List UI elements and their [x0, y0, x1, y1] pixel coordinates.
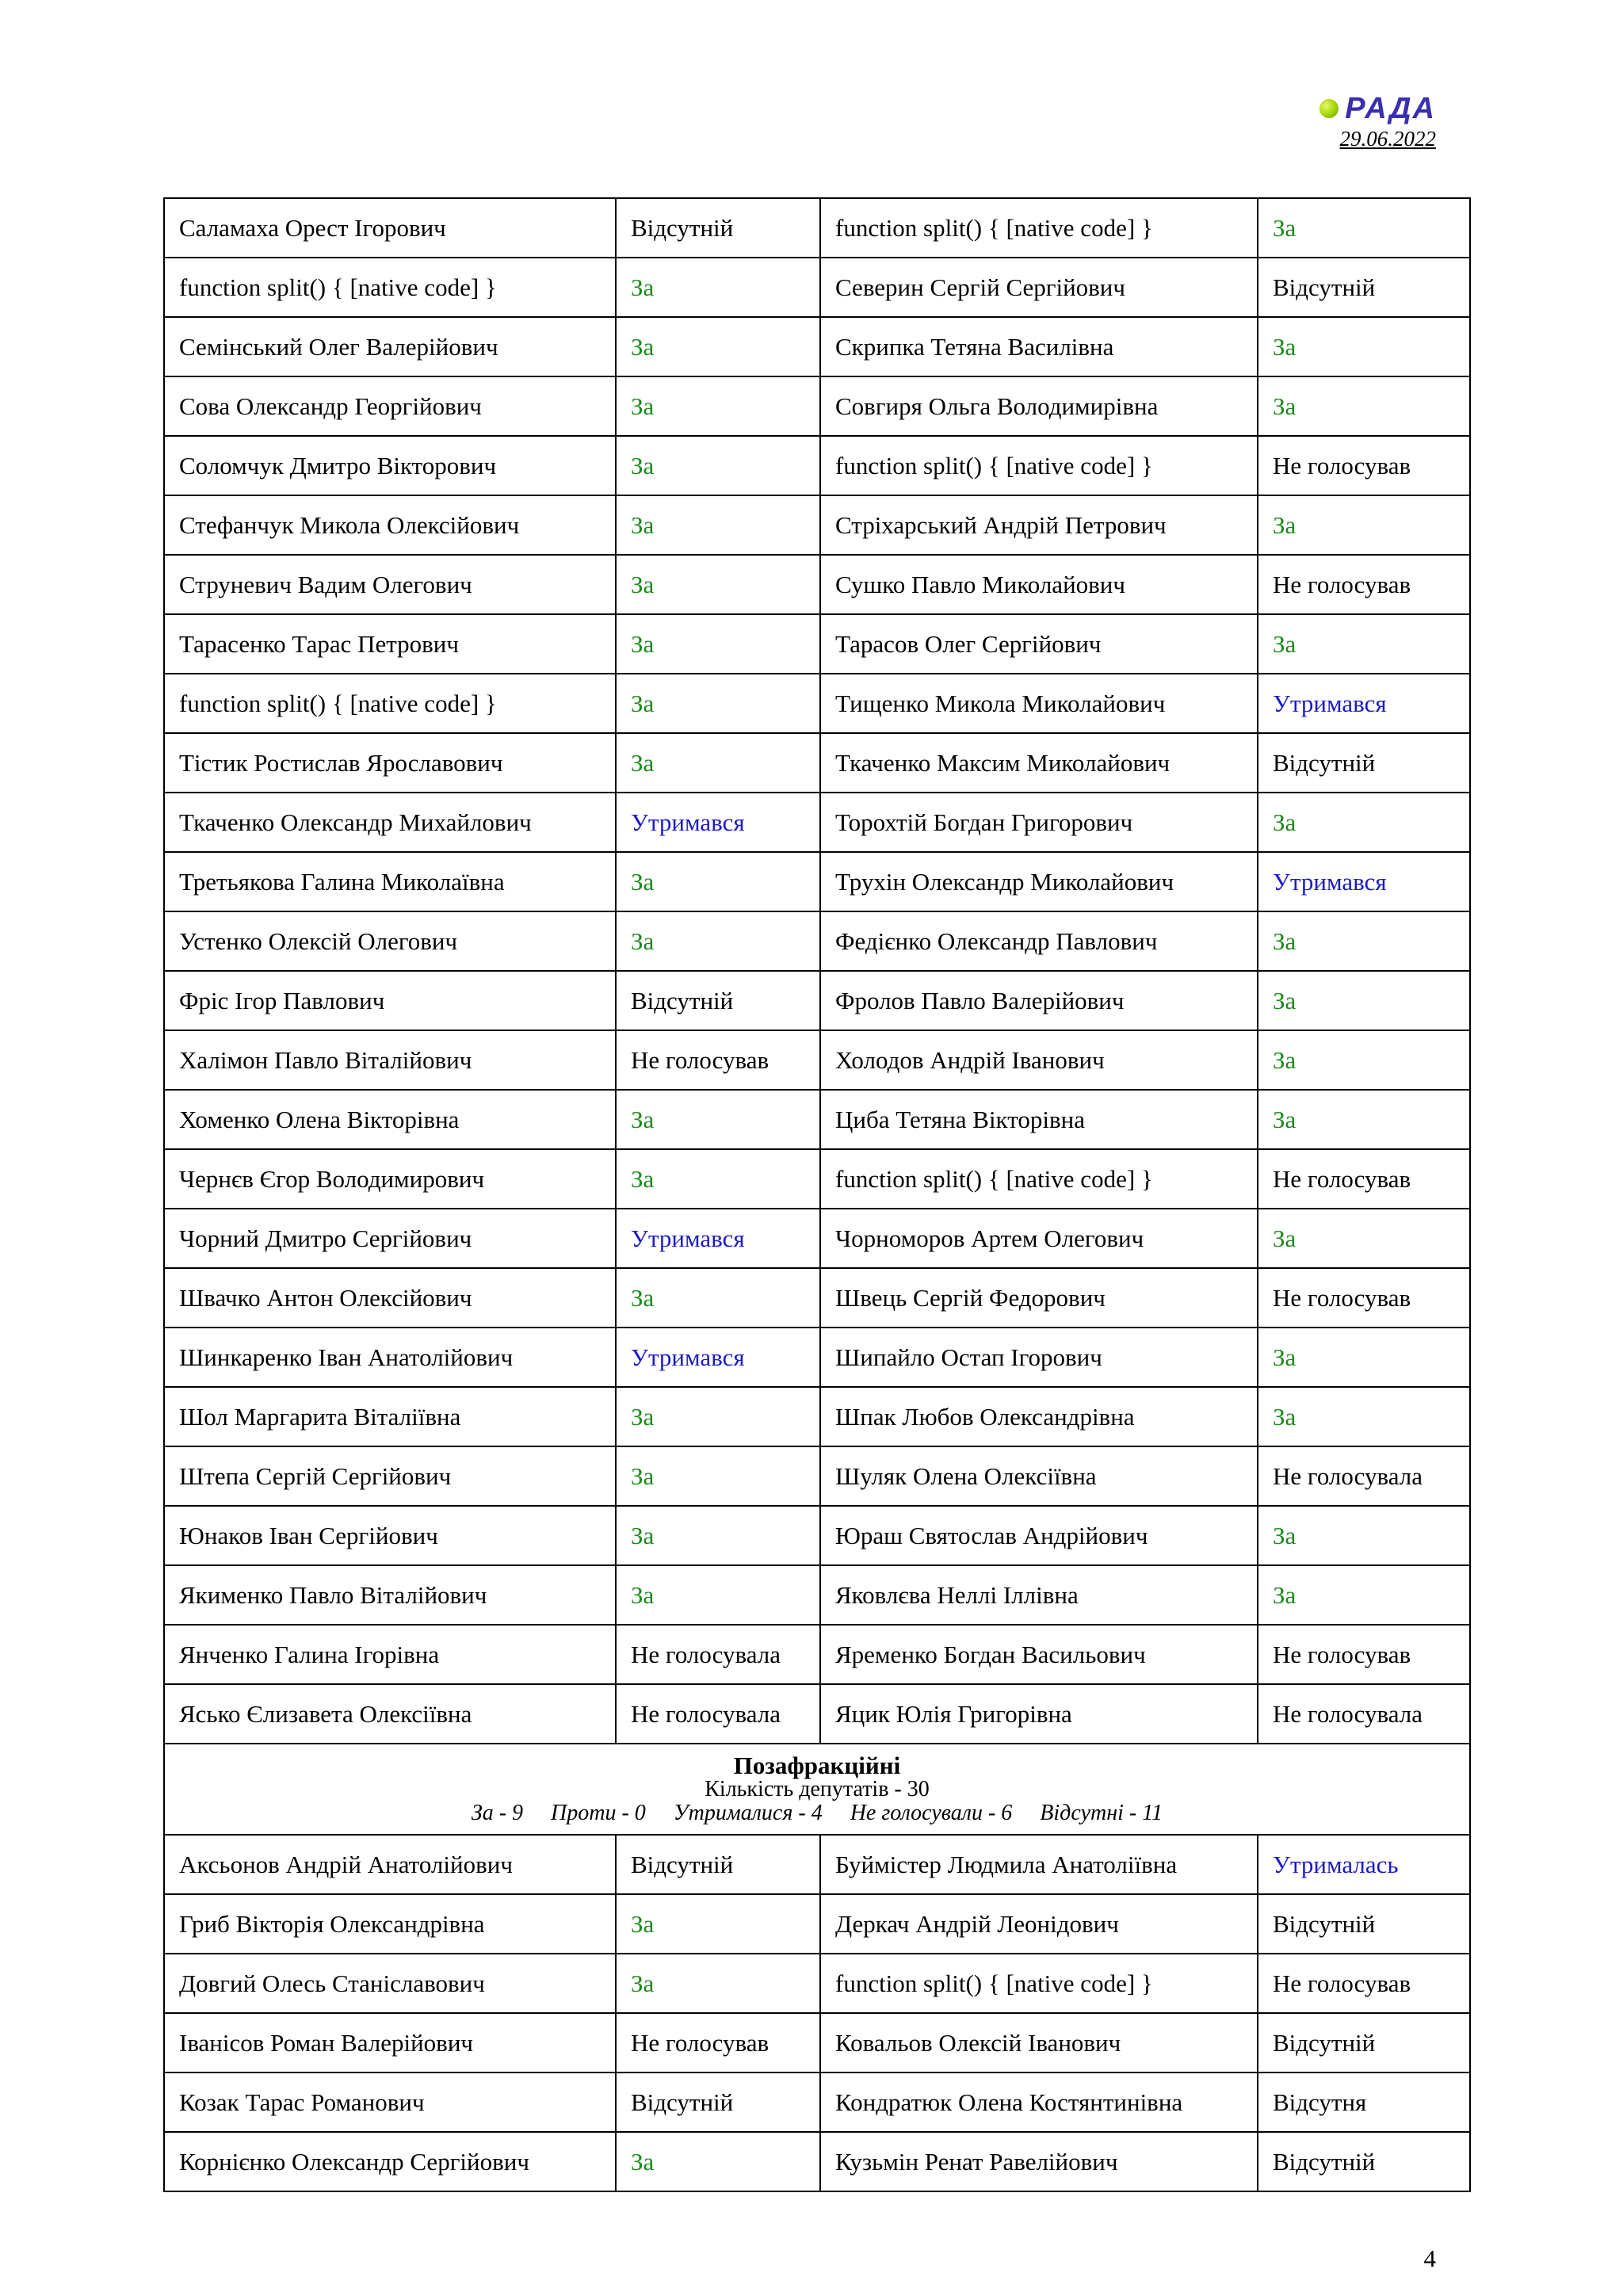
deputy-name: Довгий Олесь Станіславович	[164, 1954, 616, 2013]
vote-status: Утримався	[1258, 852, 1470, 911]
deputy-name: Стефанчук Микола Олексійович	[164, 495, 616, 555]
vote-status: Не голосував	[1258, 1268, 1470, 1328]
vote-status: Не голосував	[1258, 555, 1470, 614]
deputy-name: Циба Тетяна Вікторівна	[820, 1090, 1258, 1149]
vote-status: За	[1258, 317, 1470, 376]
vote-status: Не голосувала	[616, 1625, 820, 1684]
deputy-name: Чорний Дмитро Сергійович	[164, 1209, 616, 1268]
vote-status: Відсутній	[1258, 733, 1470, 793]
deputy-name: Шол Маргарита Віталіївна	[164, 1387, 616, 1446]
table-row	[164, 1565, 1470, 1625]
vote-status: Відсутня	[1258, 2073, 1470, 2132]
vote-status: За	[1258, 1030, 1470, 1090]
table-row	[164, 1268, 1470, 1328]
deputy-name: Якименко Павло Віталійович	[164, 1565, 616, 1625]
vote-status: За	[1258, 495, 1470, 555]
deputy-name: Скрипка Тетяна Василівна	[820, 317, 1258, 376]
vote-status: За	[616, 555, 820, 614]
vote-status: За	[616, 317, 820, 376]
table-row	[164, 1209, 1470, 1268]
vote-results-table	[163, 197, 1471, 2192]
deputy-name: Яковлєва Неллі Іллівна	[820, 1565, 1258, 1625]
deputy-name: Ковальов Олексій Іванович	[820, 2013, 1258, 2073]
table-row	[164, 1030, 1470, 1090]
stat-vidsutni: Відсутні - 11	[1040, 1800, 1163, 1825]
table-row	[164, 1625, 1470, 1684]
vote-status: За	[1258, 376, 1470, 436]
deputy-name: Ткаченко Олександр Михайлович	[164, 793, 616, 852]
table-row	[164, 317, 1470, 376]
vote-status: За	[1258, 971, 1470, 1030]
vote-status: За	[616, 258, 820, 317]
deputy-name: Шипайло Остап Ігорович	[820, 1328, 1258, 1387]
vote-status: Не голосував	[1258, 1954, 1470, 2013]
deputy-name: function split() { [native code] }	[164, 674, 616, 733]
table-row	[164, 258, 1470, 317]
vote-status: Не голосувала	[1258, 1684, 1470, 1744]
vote-status: За	[1258, 1565, 1470, 1625]
deputy-name: Трухін Олександр Миколайович	[820, 852, 1258, 911]
vote-status: За	[616, 1954, 820, 2013]
vote-status: За	[1258, 1209, 1470, 1268]
deputy-name: Шинкаренко Іван Анатолійович	[164, 1328, 616, 1387]
deputy-name: Тарасов Олег Сергійович	[820, 614, 1258, 674]
vote-status: Відсутній	[616, 971, 820, 1030]
deputy-name: Козак Тарас Романович	[164, 2073, 616, 2132]
logo-text: РАДА	[1345, 92, 1436, 125]
vote-status: Відсутній	[616, 2073, 820, 2132]
deputy-name: Струневич Вадим Олегович	[164, 555, 616, 614]
deputy-name: Ясько Єлизавета Олексіївна	[164, 1684, 616, 1744]
table-row	[164, 1387, 1470, 1446]
deputy-name: Яременко Богдан Васильович	[820, 1625, 1258, 1684]
table-row	[164, 733, 1470, 793]
table-row	[164, 1506, 1470, 1565]
table-row	[164, 1954, 1470, 2013]
deputy-name: Федієнко Олександр Павлович	[820, 911, 1258, 971]
deputy-name: Хоменко Олена Вікторівна	[164, 1090, 616, 1149]
section-vote-stats	[165, 1801, 1469, 1825]
non-faction-rows	[164, 1835, 1470, 2191]
vote-status: Утрималась	[1258, 1835, 1470, 1894]
deputy-name: function split() { [native code] }	[820, 1954, 1258, 2013]
vote-status: За	[616, 1149, 820, 1209]
table-row	[164, 1446, 1470, 1506]
deputy-name: function split() { [native code] }	[820, 198, 1258, 258]
deputy-name: Янченко Галина Ігорівна	[164, 1625, 616, 1684]
deputy-name: Совгиря Ольга Володимирівна	[820, 376, 1258, 436]
vote-status: За	[1258, 911, 1470, 971]
stat-za: За - 9	[471, 1800, 524, 1825]
vote-status: За	[1258, 614, 1470, 674]
deputy-name: Устенко Олексій Олегович	[164, 911, 616, 971]
deputy-name: Фролов Павло Валерійович	[820, 971, 1258, 1030]
faction-rows	[164, 198, 1470, 1744]
deputy-name: Сова Олександр Георгійович	[164, 376, 616, 436]
deputy-name: Чернєв Єгор Володимирович	[164, 1149, 616, 1209]
table-row	[164, 376, 1470, 436]
deputy-name: Стріхарський Андрій Петрович	[820, 495, 1258, 555]
table-row	[164, 1090, 1470, 1149]
deputy-name: Кузьмін Ренат Равелійович	[820, 2132, 1258, 2191]
vote-status: Відсутній	[1258, 258, 1470, 317]
table-row	[164, 555, 1470, 614]
deputy-name: Кондратюк Олена Костянтинівна	[820, 2073, 1258, 2132]
vote-status: За	[616, 1506, 820, 1565]
table-row	[164, 436, 1470, 495]
deputy-name: Тістик Ростислав Ярославович	[164, 733, 616, 793]
vote-status: Утримався	[1258, 674, 1470, 733]
rada-logo	[1319, 94, 1436, 124]
deputy-name: Торохтій Богдан Григорович	[820, 793, 1258, 852]
table-row	[164, 1835, 1470, 1894]
section-title: Позафракційні	[733, 1751, 901, 1779]
table-row	[164, 1149, 1470, 1209]
deputy-name: Соломчук Дмитро Вікторович	[164, 436, 616, 495]
deputy-name: Аксьонов Андрій Анатолійович	[164, 1835, 616, 1894]
deputy-name: Тищенко Микола Миколайович	[820, 674, 1258, 733]
vote-status: Відсутній	[1258, 2013, 1470, 2073]
vote-status: Утримався	[616, 1209, 820, 1268]
table-row	[164, 971, 1470, 1030]
deputy-name: Швачко Антон Олексійович	[164, 1268, 616, 1328]
vote-status: За	[616, 2132, 820, 2191]
vote-status: За	[616, 436, 820, 495]
vote-status: Не голосував	[616, 2013, 820, 2073]
table-row	[164, 2132, 1470, 2191]
vote-status: Відсутній	[616, 198, 820, 258]
table-row	[164, 2073, 1470, 2132]
deputy-name: Фріс Ігор Павлович	[164, 971, 616, 1030]
stat-utrymalysia: Утрималися - 4	[673, 1800, 823, 1825]
deputy-name: Семінський Олег Валерійович	[164, 317, 616, 376]
deputy-name: Іванісов Роман Валерійович	[164, 2013, 616, 2073]
vote-status: За	[616, 1565, 820, 1625]
deputy-name: Деркач Андрій Леонідович	[820, 1894, 1258, 1954]
vote-status: Не голосував	[1258, 1149, 1470, 1209]
deputy-name: Буймістер Людмила Анатоліївна	[820, 1835, 1258, 1894]
vote-status: За	[616, 1090, 820, 1149]
deputy-name: function split() { [native code] }	[820, 436, 1258, 495]
vote-status: За	[616, 614, 820, 674]
vote-status: Не голосував	[1258, 1625, 1470, 1684]
deputy-name: Шуляк Олена Олексіївна	[820, 1446, 1258, 1506]
deputy-name: function split() { [native code] }	[820, 1149, 1258, 1209]
vote-status: За	[616, 852, 820, 911]
vote-status: Не голосував	[1258, 436, 1470, 495]
deputy-name: Юнаков Іван Сергійович	[164, 1506, 616, 1565]
deputy-name: Чорноморов Артем Олегович	[820, 1209, 1258, 1268]
table-row	[164, 911, 1470, 971]
stat-ne-holosuvaly: Не голосували - 6	[850, 1800, 1013, 1825]
vote-status: За	[616, 495, 820, 555]
deputy-name: Ткаченко Максим Миколайович	[820, 733, 1258, 793]
table-row	[164, 2013, 1470, 2073]
table-row	[164, 674, 1470, 733]
document-date: 29.06.2022	[1339, 127, 1436, 151]
vote-status: Утримався	[616, 793, 820, 852]
page-number: 4	[1423, 2244, 1436, 2272]
vote-status: Не голосувала	[1258, 1446, 1470, 1506]
logo-circle-icon	[1319, 99, 1338, 118]
table-row	[164, 1684, 1470, 1744]
deputy-name: Шпак Любов Олександрівна	[820, 1387, 1258, 1446]
section-header-row	[164, 1744, 1470, 1835]
deputy-name: Северин Сергій Сергійович	[820, 258, 1258, 317]
table-row	[164, 793, 1470, 852]
deputy-name: Штепа Сергій Сергійович	[164, 1446, 616, 1506]
document-header	[1319, 94, 1436, 151]
deputy-name: Халімон Павло Віталійович	[164, 1030, 616, 1090]
section-deputy-count: Кількість депутатів - 30	[705, 1776, 930, 1801]
vote-status: Відсутній	[1258, 1894, 1470, 1954]
table-row	[164, 852, 1470, 911]
deputy-name: Яцик Юлія Григорівна	[820, 1684, 1258, 1744]
vote-status: Утримався	[616, 1328, 820, 1387]
vote-status: Відсутній	[1258, 2132, 1470, 2191]
deputy-name: Сушко Павло Миколайович	[820, 555, 1258, 614]
vote-status: За	[616, 733, 820, 793]
section-header	[164, 1744, 1470, 1835]
deputy-name: Юраш Святослав Андрійович	[820, 1506, 1258, 1565]
deputy-name: Холодов Андрій Іванович	[820, 1030, 1258, 1090]
vote-status: За	[616, 1894, 820, 1954]
table-row	[164, 1328, 1470, 1387]
vote-status: За	[616, 911, 820, 971]
vote-status: За	[616, 376, 820, 436]
vote-status: Не голосувала	[616, 1684, 820, 1744]
table-row	[164, 495, 1470, 555]
vote-status: Не голосував	[616, 1030, 820, 1090]
vote-status: За	[616, 1446, 820, 1506]
vote-status: За	[616, 674, 820, 733]
vote-status: Відсутній	[616, 1835, 820, 1894]
vote-status: За	[616, 1268, 820, 1328]
vote-status: За	[1258, 1506, 1470, 1565]
table-row	[164, 198, 1470, 258]
deputy-name: Третьякова Галина Миколаївна	[164, 852, 616, 911]
table-row	[164, 614, 1470, 674]
vote-status: За	[1258, 793, 1470, 852]
table-row	[164, 1894, 1470, 1954]
vote-status: За	[1258, 1090, 1470, 1149]
deputy-name: function split() { [native code] }	[164, 258, 616, 317]
deputy-name: Швець Сергій Федорович	[820, 1268, 1258, 1328]
deputy-name: Гриб Вікторія Олександрівна	[164, 1894, 616, 1954]
deputy-name: Саламаха Орест Ігорович	[164, 198, 616, 258]
vote-status: За	[1258, 198, 1470, 258]
deputy-name: Корнієнко Олександр Сергійович	[164, 2132, 616, 2191]
section-header-block	[164, 1744, 1470, 1835]
deputy-name: Тарасенко Тарас Петрович	[164, 614, 616, 674]
vote-status: За	[1258, 1328, 1470, 1387]
vote-status: За	[1258, 1387, 1470, 1446]
stat-proty: Проти - 0	[551, 1800, 646, 1825]
vote-status: За	[616, 1387, 820, 1446]
